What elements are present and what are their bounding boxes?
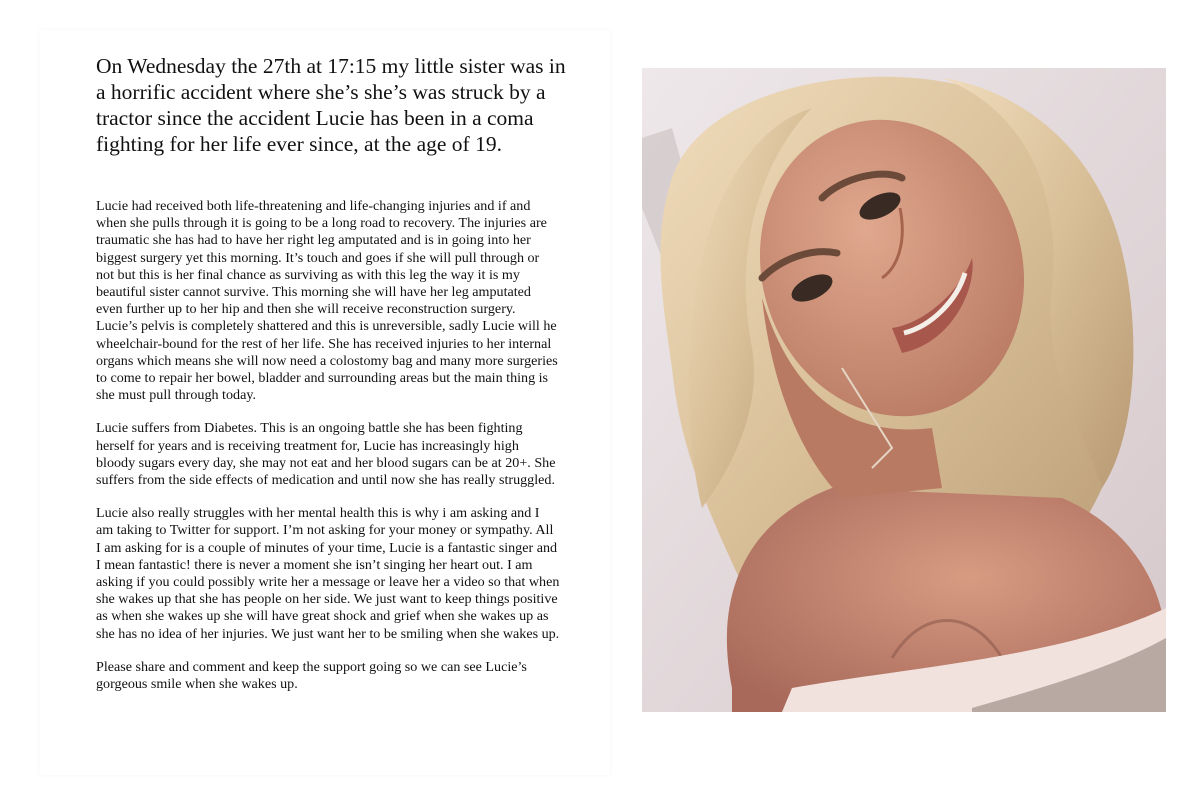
- paragraph-injuries: Lucie had received both life-threatening and life-changing injuries and if and when she pulls through it is going to be a long road to recovery. The injuries are traumatic she has had to have her right leg amputated and is in going into her biggest surgery yet this morning. It’s touch and goes if she will pull through or not but this is her final chance as surviving as with this leg the way it is my beautiful sister cannot survive. This morning she will have her leg amputated even further up to her hip and then she will receive reconstruction surgery. Lucie’s pelvis is completely shattered and this is unreversible, sadly Lucie will he wheelchair-bound for the rest of her life. She has received injuries to her internal organs which means she will now need a colostomy bag and many more surgeries to come to repair her bowel, bladder and surrounding areas but the main thing is she must pull through today.: [96, 198, 558, 404]
- paragraph-diabetes: Lucie suffers from Diabetes. This is an ongoing battle she has been fighting herself for years and is receiving treatment for, Lucie has increasingly high bloody sugars every day, she may not eat and her blood sugars can be at 20+. She suffers from the side effects of medication and until now she has really struggled.: [96, 420, 556, 489]
- headline: On Wednesday the 27th at 17:15 my little sister was in a horrific accident where she’s she’s was struck by a tractor since the accident Lucie has been in a coma fighting for her life ever since, at the age of 19.: [96, 54, 566, 156]
- article-body: [96, 198, 560, 709]
- paragraph-mental-health: Lucie also really struggles with her mental health this is why i am asking and I am taking to Twitter for support. I’m not asking for your money or sympathy. All I am asking for is a couple of minutes of your time, Lucie is a fantastic singer and I mean fantastic! there is never a moment she isn’t singing her heart out. I am asking if you could possibly write her a message or leave her a video so that when she wakes up that she has people on her side. We just want to keep things positive as when she wakes up she will have great shock and grief when she wakes up as she has no idea of her injuries. We just want her to be smiling when she wakes up.: [96, 505, 560, 642]
- paragraph-share: Please share and comment and keep the support going so we can see Lucie’s gorgeous smile when she wakes up.: [96, 658, 527, 693]
- portrait-photo: [642, 68, 1166, 712]
- portrait-illustration: [642, 68, 1166, 712]
